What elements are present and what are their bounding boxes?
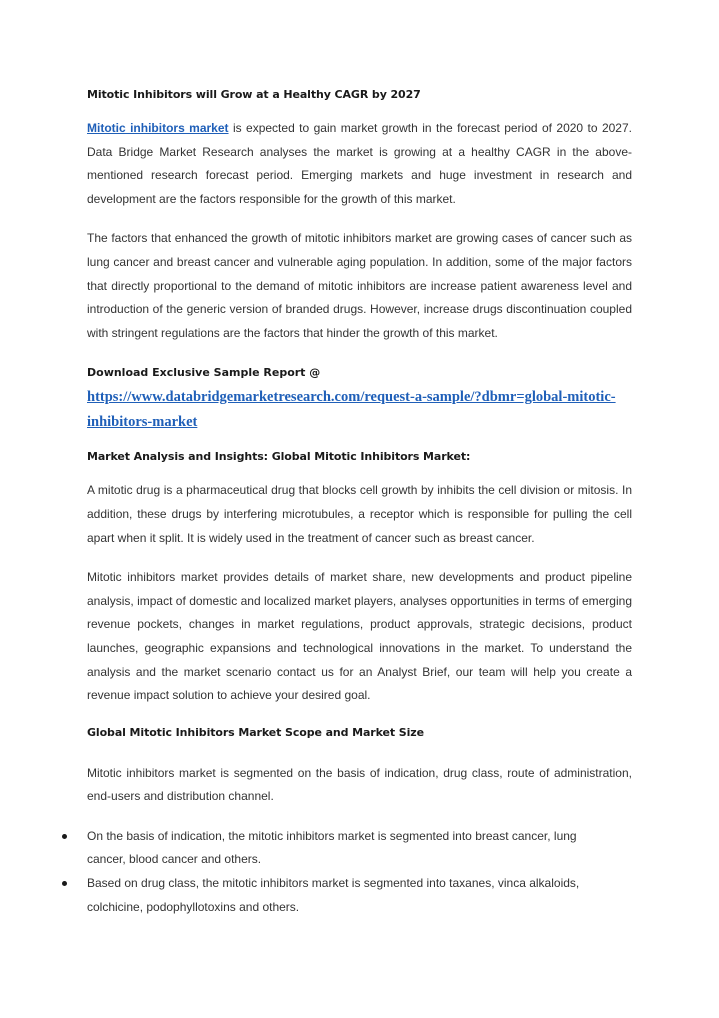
- details-paragraph: Mitotic inhibitors market provides details of market share, new developments and product pipeline analysis, impact of domestic and localized market players, analyses opportunities in terms of emerging revenue pockets, changes in market regulations, product approvals, strategic decisions, product launches, geographic expansions and technological innovations in the market. To understand the analysis and the market scenario contact us for an Analyst Brief, our team will help you create a revenue impact solution to achieve your desired goal.: [87, 570, 632, 703]
- analysis-paragraph: A mitotic drug is a pharmaceutical drug that blocks cell growth by inhibits the cell division or mitosis. In addition, these drugs by interfering microtubules, a receptor which is responsible for pulling the cell apart when it split. It is widely used in the treatment of cancer such as breast cancer.: [87, 483, 632, 545]
- bullet-icon: [62, 881, 67, 886]
- scope-paragraph: Mitotic inhibitors market is segmented on the basis of indication, drug class, route of administration, end-users and distribution channel.: [87, 765, 632, 804]
- document-content: [87, 84, 632, 919]
- bullet-icon: [62, 834, 67, 839]
- segmentation-list: [87, 825, 632, 919]
- scope-heading: Global Mitotic Inhibitors Market Scope and Market Size: [87, 725, 424, 739]
- intro-paragraph: [87, 117, 632, 211]
- sample-report-link[interactable]: https://www.databridgemarketresearch.com/request-a-sample/?dbmr=global-mitotic-inhibitors-market: [87, 389, 616, 431]
- download-label: Download Exclusive Sample Report @: [87, 366, 321, 380]
- list-item: [87, 825, 632, 872]
- factors-paragraph: The factors that enhanced the growth of mitotic inhibitors market are growing cases of cancer such as lung cancer and breast cancer and vulnerable aging population. In addition, some of the major factors that directly proportional to the demand of mitotic inhibitors are increase patient awareness level and introduction of the generic version of branded drugs. However, increase drugs discontinuation coupled with stringent regulations are the factors that hinder the growth of this market.: [87, 231, 632, 340]
- document-title: Mitotic Inhibitors will Grow at a Healthy CAGR by 2027: [87, 88, 421, 101]
- list-item-text: On the basis of indication, the mitotic inhibitors market is segmented into breast cancer, lung cancer, blood cancer and others.: [87, 828, 577, 867]
- intro-text: is expected to gain market growth in the forecast period of 2020 to 2027. Data Bridge Market Research analyses the market is growing at a healthy CAGR in the above-mentioned research forecast period. Emerging markets and huge investment in research and development are the factors responsible for the growth of this market.: [87, 121, 632, 206]
- download-sample-line: [87, 361, 632, 435]
- mitotic-inhibitors-market-link[interactable]: Mitotic inhibitors market: [87, 121, 229, 135]
- list-item-text: Based on drug class, the mitotic inhibitors market is segmented into taxanes, vinca alkaloids, colchicine, podophyllotoxins and others.: [87, 876, 580, 914]
- list-item: [87, 872, 632, 919]
- analysis-heading: Market Analysis and Insights: Global Mitotic Inhibitors Market:: [87, 450, 471, 464]
